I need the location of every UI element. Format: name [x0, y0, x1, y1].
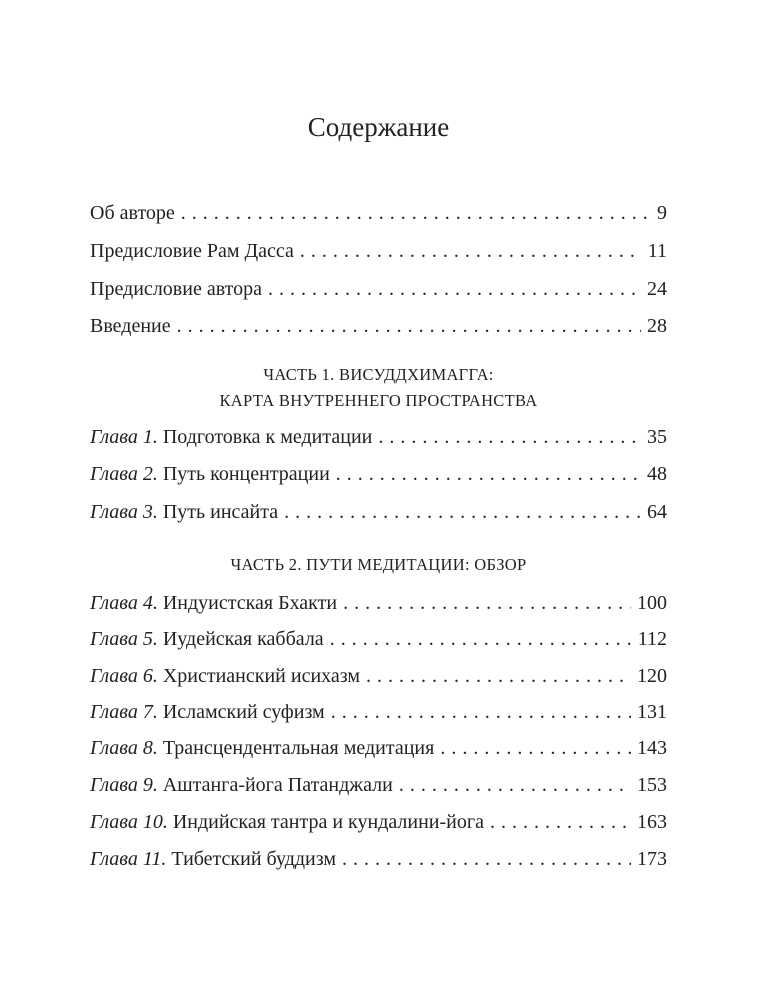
toc-entry[interactable]	[90, 276, 667, 302]
entry-title: Исламский суфизм	[162, 701, 325, 723]
toc-entry[interactable]	[90, 424, 667, 450]
toc-entry[interactable]	[90, 313, 667, 339]
dot-leader	[399, 772, 631, 798]
dot-leader	[336, 461, 641, 487]
toc-entry[interactable]	[90, 590, 667, 616]
dot-leader	[177, 313, 641, 339]
toc-entry[interactable]	[90, 772, 667, 798]
page-number: 153	[637, 774, 667, 796]
entry-title: Индийская тантра и кундалини-йога	[172, 811, 484, 833]
page-number: 131	[637, 701, 667, 723]
toc-entry[interactable]	[90, 846, 667, 872]
part2-heading: ЧАСТЬ 2. ПУТИ МЕДИТАЦИИ: ОБЗОР	[230, 555, 527, 574]
entry-title: Предисловие Рам Дасса	[90, 240, 294, 262]
dot-leader	[300, 238, 642, 264]
chapter-label: Глава 4.	[90, 592, 158, 614]
dot-leader	[181, 200, 651, 226]
part1-heading-line1: ЧАСТЬ 1. ВИСУДДХИМАГГА:	[263, 365, 494, 384]
page-number: 24	[647, 278, 667, 300]
dot-leader	[331, 699, 631, 725]
page-number: 143	[637, 737, 667, 759]
page-number: 28	[647, 315, 667, 337]
entry-title: Индуистская Бхакти	[162, 592, 338, 614]
part1-heading-line2: КАРТА ВНУТРЕННЕГО ПРОСТРАНСТВА	[219, 391, 538, 410]
dot-leader	[343, 590, 631, 616]
entry-title: Предисловие автора	[90, 278, 262, 300]
chapter-label: Глава 11.	[90, 848, 167, 870]
dot-leader	[268, 276, 641, 302]
chapter-label: Глава 7.	[90, 701, 158, 723]
toc-entry[interactable]	[90, 699, 667, 725]
entry-title: Путь концентрации	[162, 463, 330, 485]
page-number: 173	[637, 848, 667, 870]
toc-entry[interactable]	[90, 663, 667, 689]
chapter-label: Глава 1.	[90, 426, 158, 448]
dot-leader	[330, 626, 632, 652]
entry-title: Тибетский буддизм	[171, 848, 337, 870]
toc-entry[interactable]	[90, 626, 667, 652]
page-number: 11	[647, 240, 667, 262]
entry-title: Трансцендентальная медитация	[162, 737, 435, 759]
chapter-label: Глава 2.	[90, 463, 158, 485]
dot-leader	[342, 846, 631, 872]
chapter-label: Глава 6.	[90, 665, 158, 687]
page-number: 120	[637, 665, 667, 687]
toc-entry[interactable]	[90, 735, 667, 761]
chapter-label: Глава 3.	[90, 501, 158, 523]
toc-entry[interactable]	[90, 238, 667, 264]
page-title: Содержание	[307, 112, 450, 142]
toc-entry[interactable]	[90, 461, 667, 487]
dot-leader	[366, 663, 631, 689]
dot-leader	[490, 809, 631, 835]
chapter-label: Глава 5.	[90, 628, 158, 650]
entry-title: Иудейская каббала	[162, 628, 324, 650]
chapter-label: Глава 8.	[90, 737, 158, 759]
chapter-label: Глава 10.	[90, 811, 168, 833]
page-number: 100	[637, 592, 667, 614]
toc-entry[interactable]	[90, 809, 667, 835]
page-number: 35	[647, 426, 667, 448]
page-number: 64	[647, 501, 667, 523]
toc-entry[interactable]	[90, 499, 667, 525]
page-number: 163	[637, 811, 667, 833]
page-number: 48	[647, 463, 667, 485]
chapter-label: Глава 9.	[90, 774, 158, 796]
dot-leader	[378, 424, 641, 450]
toc-entry[interactable]	[90, 200, 667, 226]
entry-title: Путь инсайта	[162, 501, 279, 523]
dot-leader	[284, 499, 641, 525]
entry-title: Христианский исихазм	[162, 665, 361, 687]
entry-title: Подготовка к медитации	[162, 426, 373, 448]
entry-title: Аштанга-йога Патанджали	[162, 774, 393, 796]
entry-title: Об авторе	[90, 202, 175, 224]
page-number: 9	[657, 202, 667, 224]
page-number: 112	[637, 628, 667, 650]
entry-title: Введение	[90, 315, 171, 337]
dot-leader	[440, 735, 631, 761]
